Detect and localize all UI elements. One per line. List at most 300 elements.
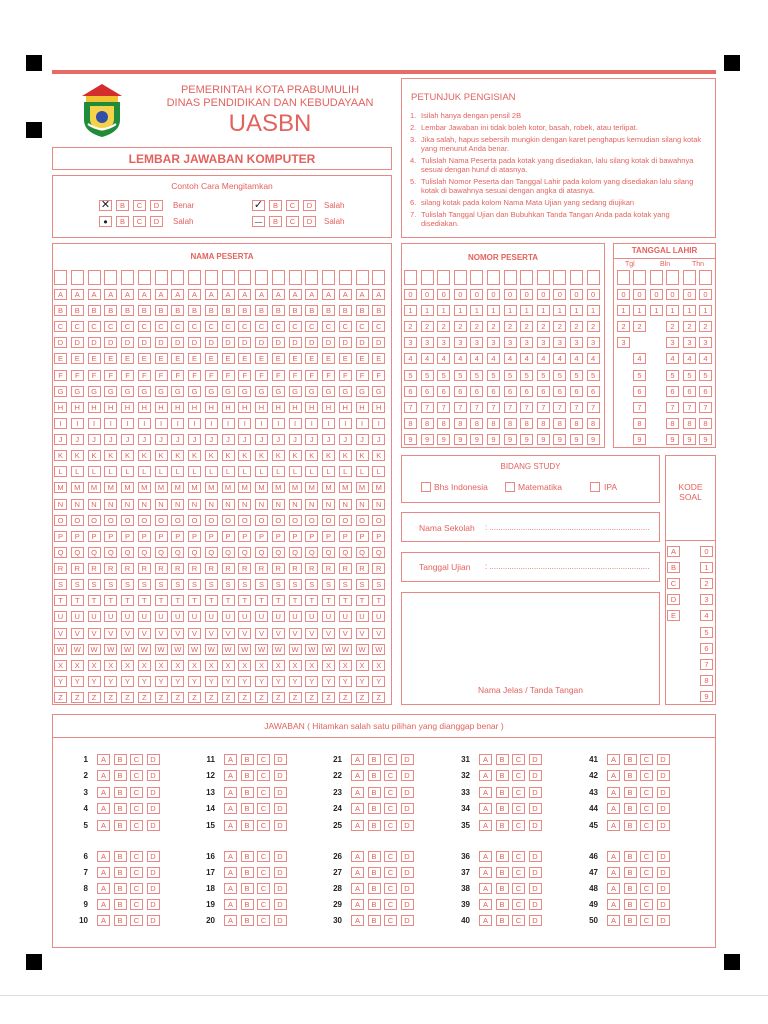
nama-bubble[interactable]: U	[289, 611, 302, 622]
nama-bubble[interactable]: P	[272, 531, 285, 542]
nama-bubble[interactable]: T	[305, 595, 318, 606]
nomor-bubble[interactable]: 3	[570, 337, 583, 348]
nama-bubble[interactable]: D	[205, 337, 218, 348]
nama-bubble[interactable]: M	[339, 482, 352, 493]
nama-bubble[interactable]: P	[289, 531, 302, 542]
nama-bubble[interactable]: K	[356, 450, 369, 461]
answer-bubble[interactable]: C	[130, 770, 143, 781]
nama-bubble[interactable]: F	[289, 370, 302, 381]
nama-bubble[interactable]: H	[238, 402, 251, 413]
nama-bubble[interactable]: T	[171, 595, 184, 606]
nomor-bubble[interactable]: 2	[454, 321, 467, 332]
nomor-bubble[interactable]: 5	[537, 370, 550, 381]
nama-bubble[interactable]: H	[121, 402, 134, 413]
answer-bubble[interactable]: A	[351, 803, 364, 814]
nama-bubble[interactable]: T	[255, 595, 268, 606]
bidang-option-checkbox[interactable]	[505, 482, 515, 492]
answer-bubble[interactable]: D	[274, 787, 287, 798]
answer-bubble[interactable]: C	[640, 787, 653, 798]
nama-bubble[interactable]: H	[138, 402, 151, 413]
nama-bubble[interactable]: O	[205, 515, 218, 526]
nomor-bubble[interactable]: 7	[454, 402, 467, 413]
answer-bubble[interactable]: A	[479, 899, 492, 910]
nama-bubble[interactable]: D	[255, 337, 268, 348]
nama-bubble[interactable]: S	[155, 579, 168, 590]
answer-bubble[interactable]: B	[624, 899, 637, 910]
tanggal-lahir-bubble[interactable]: 1	[683, 305, 696, 316]
answer-bubble[interactable]: A	[607, 770, 620, 781]
answer-bubble[interactable]: D	[147, 851, 160, 862]
nama-bubble[interactable]: G	[121, 386, 134, 397]
tanggal-lahir-bubble[interactable]: 9	[699, 434, 712, 445]
answer-bubble[interactable]: C	[257, 915, 270, 926]
tanggal-lahir-bubble[interactable]: 1	[699, 305, 712, 316]
answer-bubble[interactable]: B	[241, 787, 254, 798]
answer-bubble[interactable]: C	[640, 851, 653, 862]
nomor-bubble[interactable]: 2	[570, 321, 583, 332]
nama-bubble[interactable]: F	[54, 370, 67, 381]
nama-bubble[interactable]: F	[155, 370, 168, 381]
answer-bubble[interactable]: C	[384, 899, 397, 910]
tanggal-lahir-bubble[interactable]: 3	[683, 337, 696, 348]
nama-bubble[interactable]: Q	[205, 547, 218, 558]
nama-bubble[interactable]: U	[272, 611, 285, 622]
nama-bubble[interactable]: D	[71, 337, 84, 348]
nomor-bubble[interactable]: 7	[404, 402, 417, 413]
nomor-bubble[interactable]: 8	[587, 418, 600, 429]
nama-letter-entry-box[interactable]	[71, 270, 84, 285]
answer-bubble[interactable]: C	[384, 754, 397, 765]
nama-bubble[interactable]: C	[188, 321, 201, 332]
nama-bubble[interactable]: C	[305, 321, 318, 332]
nama-letter-entry-box[interactable]	[289, 270, 302, 285]
nama-bubble[interactable]: O	[356, 515, 369, 526]
nomor-digit-entry-box[interactable]	[504, 270, 517, 285]
nama-bubble[interactable]: V	[356, 628, 369, 639]
nama-bubble[interactable]: E	[255, 353, 268, 364]
answer-bubble[interactable]: C	[384, 867, 397, 878]
answer-bubble[interactable]: D	[657, 899, 670, 910]
nomor-bubble[interactable]: 2	[404, 321, 417, 332]
tanggal-lahir-bubble[interactable]: 0	[633, 289, 646, 300]
nama-bubble[interactable]: P	[238, 531, 251, 542]
nomor-bubble[interactable]: 5	[587, 370, 600, 381]
answer-bubble[interactable]: A	[351, 787, 364, 798]
answer-bubble[interactable]: C	[384, 915, 397, 926]
nomor-bubble[interactable]: 9	[421, 434, 434, 445]
nama-bubble[interactable]: C	[205, 321, 218, 332]
answer-bubble[interactable]: B	[241, 883, 254, 894]
answer-bubble[interactable]: C	[384, 851, 397, 862]
nama-bubble[interactable]: R	[54, 563, 67, 574]
nama-bubble[interactable]: S	[171, 579, 184, 590]
nama-bubble[interactable]: L	[356, 466, 369, 477]
nama-bubble[interactable]: C	[272, 321, 285, 332]
nomor-bubble[interactable]: 0	[487, 289, 500, 300]
nama-bubble[interactable]: W	[222, 644, 235, 655]
nama-letter-entry-box[interactable]	[138, 270, 151, 285]
answer-bubble[interactable]: B	[496, 754, 509, 765]
nama-bubble[interactable]: V	[138, 628, 151, 639]
nomor-digit-entry-box[interactable]	[587, 270, 600, 285]
answer-bubble[interactable]: A	[351, 770, 364, 781]
nomor-bubble[interactable]: 1	[454, 305, 467, 316]
kode-soal-digit-bubble[interactable]: 5	[700, 627, 713, 638]
nomor-bubble[interactable]: 4	[553, 353, 566, 364]
nama-bubble[interactable]: M	[54, 482, 67, 493]
answer-bubble[interactable]: D	[529, 915, 542, 926]
answer-bubble[interactable]: B	[624, 883, 637, 894]
nama-bubble[interactable]: H	[289, 402, 302, 413]
nama-letter-entry-box[interactable]	[356, 270, 369, 285]
nama-bubble[interactable]: P	[305, 531, 318, 542]
tanggal-lahir-entry-box[interactable]	[666, 270, 679, 285]
nama-bubble[interactable]: G	[188, 386, 201, 397]
nama-bubble[interactable]: E	[372, 353, 385, 364]
nomor-bubble[interactable]: 1	[437, 305, 450, 316]
nama-bubble[interactable]: O	[138, 515, 151, 526]
nama-bubble[interactable]: G	[138, 386, 151, 397]
nama-bubble[interactable]: W	[322, 644, 335, 655]
nama-bubble[interactable]: W	[205, 644, 218, 655]
nama-bubble[interactable]: G	[255, 386, 268, 397]
answer-bubble[interactable]: B	[368, 899, 381, 910]
answer-bubble[interactable]: B	[496, 851, 509, 862]
nama-bubble[interactable]: H	[356, 402, 369, 413]
answer-bubble[interactable]: B	[496, 787, 509, 798]
nomor-bubble[interactable]: 4	[587, 353, 600, 364]
answer-bubble[interactable]: A	[479, 883, 492, 894]
answer-bubble[interactable]: A	[479, 820, 492, 831]
nama-bubble[interactable]: F	[188, 370, 201, 381]
nama-bubble[interactable]: X	[155, 660, 168, 671]
nama-bubble[interactable]: W	[238, 644, 251, 655]
answer-bubble[interactable]: A	[351, 867, 364, 878]
nama-bubble[interactable]: U	[138, 611, 151, 622]
nama-bubble[interactable]: K	[188, 450, 201, 461]
nama-bubble[interactable]: Q	[356, 547, 369, 558]
tanggal-lahir-bubble[interactable]: 0	[699, 289, 712, 300]
nomor-bubble[interactable]: 4	[470, 353, 483, 364]
nama-bubble[interactable]: L	[272, 466, 285, 477]
tanggal-lahir-bubble[interactable]: 5	[633, 370, 646, 381]
answer-bubble[interactable]: A	[224, 899, 237, 910]
tanggal-lahir-bubble[interactable]: 3	[699, 337, 712, 348]
answer-bubble[interactable]: C	[512, 754, 525, 765]
answer-bubble[interactable]: B	[114, 899, 127, 910]
answer-bubble[interactable]: C	[130, 867, 143, 878]
nama-bubble[interactable]: Y	[305, 676, 318, 687]
nama-bubble[interactable]: L	[222, 466, 235, 477]
answer-bubble[interactable]: B	[114, 820, 127, 831]
nomor-bubble[interactable]: 7	[504, 402, 517, 413]
nama-bubble[interactable]: X	[305, 660, 318, 671]
nama-bubble[interactable]: A	[356, 289, 369, 300]
answer-bubble[interactable]: C	[257, 899, 270, 910]
nama-letter-entry-box[interactable]	[222, 270, 235, 285]
nomor-bubble[interactable]: 5	[404, 370, 417, 381]
nama-bubble[interactable]: P	[88, 531, 101, 542]
nama-bubble[interactable]: Q	[322, 547, 335, 558]
nama-bubble[interactable]: C	[104, 321, 117, 332]
nama-bubble[interactable]: O	[88, 515, 101, 526]
nama-bubble[interactable]: V	[238, 628, 251, 639]
answer-bubble[interactable]: A	[97, 820, 110, 831]
answer-bubble[interactable]: D	[274, 883, 287, 894]
nama-bubble[interactable]: E	[71, 353, 84, 364]
tanggal-lahir-bubble[interactable]: 7	[633, 402, 646, 413]
answer-bubble[interactable]: A	[97, 770, 110, 781]
answer-bubble[interactable]: D	[401, 803, 414, 814]
tanggal-lahir-bubble[interactable]: 8	[683, 418, 696, 429]
answer-bubble[interactable]: A	[607, 867, 620, 878]
nama-bubble[interactable]: J	[104, 434, 117, 445]
nama-bubble[interactable]: Y	[322, 676, 335, 687]
nama-bubble[interactable]: T	[372, 595, 385, 606]
nama-bubble[interactable]: F	[272, 370, 285, 381]
nama-bubble[interactable]: P	[322, 531, 335, 542]
nama-bubble[interactable]: D	[238, 337, 251, 348]
nama-bubble[interactable]: G	[372, 386, 385, 397]
nama-bubble[interactable]: J	[238, 434, 251, 445]
answer-bubble[interactable]: C	[512, 867, 525, 878]
nama-bubble[interactable]: B	[188, 305, 201, 316]
nomor-digit-entry-box[interactable]	[487, 270, 500, 285]
nomor-digit-entry-box[interactable]	[470, 270, 483, 285]
nama-bubble[interactable]: G	[272, 386, 285, 397]
nama-bubble[interactable]: Z	[356, 692, 369, 703]
nomor-bubble[interactable]: 6	[487, 386, 500, 397]
nama-bubble[interactable]: C	[289, 321, 302, 332]
nama-bubble[interactable]: M	[356, 482, 369, 493]
nama-bubble[interactable]: V	[171, 628, 184, 639]
nomor-bubble[interactable]: 4	[487, 353, 500, 364]
answer-bubble[interactable]: A	[607, 851, 620, 862]
answer-bubble[interactable]: D	[401, 820, 414, 831]
nomor-bubble[interactable]: 3	[421, 337, 434, 348]
tanggal-lahir-bubble[interactable]: 6	[699, 386, 712, 397]
nomor-bubble[interactable]: 6	[520, 386, 533, 397]
answer-bubble[interactable]: B	[114, 851, 127, 862]
tanggal-lahir-bubble[interactable]: 6	[666, 386, 679, 397]
nomor-bubble[interactable]: 9	[437, 434, 450, 445]
nomor-bubble[interactable]: 4	[404, 353, 417, 364]
tanggal-lahir-bubble[interactable]: 2	[617, 321, 630, 332]
nomor-bubble[interactable]: 7	[537, 402, 550, 413]
nama-bubble[interactable]: P	[121, 531, 134, 542]
nama-bubble[interactable]: T	[71, 595, 84, 606]
nama-bubble[interactable]: F	[255, 370, 268, 381]
answer-bubble[interactable]: A	[607, 820, 620, 831]
answer-bubble[interactable]: A	[224, 770, 237, 781]
nama-letter-entry-box[interactable]	[372, 270, 385, 285]
nama-bubble[interactable]: F	[356, 370, 369, 381]
nomor-bubble[interactable]: 6	[570, 386, 583, 397]
tanggal-lahir-bubble[interactable]: 9	[633, 434, 646, 445]
nama-bubble[interactable]: I	[71, 418, 84, 429]
nama-bubble[interactable]: D	[88, 337, 101, 348]
nama-bubble[interactable]: E	[155, 353, 168, 364]
nama-sekolah-field[interactable]	[401, 512, 660, 542]
answer-bubble[interactable]: C	[384, 770, 397, 781]
nama-bubble[interactable]: C	[238, 321, 251, 332]
nama-bubble[interactable]: W	[155, 644, 168, 655]
nama-bubble[interactable]: R	[155, 563, 168, 574]
answer-bubble[interactable]: D	[401, 787, 414, 798]
nomor-bubble[interactable]: 5	[504, 370, 517, 381]
nama-bubble[interactable]: R	[222, 563, 235, 574]
nama-bubble[interactable]: W	[272, 644, 285, 655]
nama-bubble[interactable]: V	[88, 628, 101, 639]
nama-bubble[interactable]: C	[356, 321, 369, 332]
nomor-bubble[interactable]: 2	[487, 321, 500, 332]
nomor-bubble[interactable]: 2	[437, 321, 450, 332]
nama-bubble[interactable]: M	[171, 482, 184, 493]
nomor-bubble[interactable]: 7	[553, 402, 566, 413]
answer-bubble[interactable]: D	[529, 754, 542, 765]
tanggal-lahir-bubble[interactable]: 1	[666, 305, 679, 316]
nomor-bubble[interactable]: 8	[404, 418, 417, 429]
answer-bubble[interactable]: B	[241, 770, 254, 781]
nama-letter-entry-box[interactable]	[255, 270, 268, 285]
answer-bubble[interactable]: B	[496, 803, 509, 814]
answer-bubble[interactable]: D	[529, 803, 542, 814]
answer-bubble[interactable]: B	[241, 754, 254, 765]
nama-letter-entry-box[interactable]	[322, 270, 335, 285]
nama-bubble[interactable]: G	[71, 386, 84, 397]
answer-bubble[interactable]: B	[114, 867, 127, 878]
answer-bubble[interactable]: A	[97, 915, 110, 926]
nama-bubble[interactable]: I	[305, 418, 318, 429]
nomor-bubble[interactable]: 6	[504, 386, 517, 397]
nama-bubble[interactable]: D	[155, 337, 168, 348]
nama-bubble[interactable]: Y	[188, 676, 201, 687]
answer-bubble[interactable]: A	[351, 883, 364, 894]
answer-bubble[interactable]: C	[257, 803, 270, 814]
nama-bubble[interactable]: I	[372, 418, 385, 429]
nama-bubble[interactable]: O	[71, 515, 84, 526]
answer-bubble[interactable]: A	[479, 754, 492, 765]
nama-bubble[interactable]: S	[138, 579, 151, 590]
nomor-bubble[interactable]: 9	[470, 434, 483, 445]
nama-bubble[interactable]: E	[205, 353, 218, 364]
nomor-bubble[interactable]: 8	[487, 418, 500, 429]
nomor-bubble[interactable]: 0	[553, 289, 566, 300]
nama-bubble[interactable]: N	[121, 499, 134, 510]
nama-bubble[interactable]: D	[305, 337, 318, 348]
tanggal-lahir-bubble[interactable]: 6	[633, 386, 646, 397]
answer-bubble[interactable]: A	[607, 754, 620, 765]
answer-bubble[interactable]: D	[274, 851, 287, 862]
answer-bubble[interactable]: A	[607, 803, 620, 814]
tanggal-lahir-bubble[interactable]: 2	[633, 321, 646, 332]
nama-bubble[interactable]: M	[155, 482, 168, 493]
nama-bubble[interactable]: B	[289, 305, 302, 316]
nama-letter-entry-box[interactable]	[155, 270, 168, 285]
nama-bubble[interactable]: W	[339, 644, 352, 655]
nama-bubble[interactable]: D	[272, 337, 285, 348]
nama-bubble[interactable]: X	[104, 660, 117, 671]
answer-bubble[interactable]: D	[274, 899, 287, 910]
nomor-bubble[interactable]: 3	[470, 337, 483, 348]
nama-bubble[interactable]: M	[71, 482, 84, 493]
nama-bubble[interactable]: M	[372, 482, 385, 493]
nama-bubble[interactable]: G	[171, 386, 184, 397]
nama-letter-entry-box[interactable]	[188, 270, 201, 285]
nama-bubble[interactable]: J	[71, 434, 84, 445]
nama-bubble[interactable]: S	[372, 579, 385, 590]
nama-letter-entry-box[interactable]	[339, 270, 352, 285]
answer-bubble[interactable]: C	[512, 787, 525, 798]
nomor-bubble[interactable]: 4	[437, 353, 450, 364]
nama-bubble[interactable]: A	[255, 289, 268, 300]
nama-bubble[interactable]: K	[54, 450, 67, 461]
answer-bubble[interactable]: D	[147, 803, 160, 814]
nama-bubble[interactable]: R	[272, 563, 285, 574]
answer-bubble[interactable]: B	[114, 883, 127, 894]
answer-bubble[interactable]: B	[241, 851, 254, 862]
nama-bubble[interactable]: F	[339, 370, 352, 381]
nama-bubble[interactable]: U	[54, 611, 67, 622]
answer-bubble[interactable]: B	[368, 867, 381, 878]
nama-bubble[interactable]: T	[238, 595, 251, 606]
nomor-bubble[interactable]: 3	[404, 337, 417, 348]
nomor-bubble[interactable]: 4	[421, 353, 434, 364]
nama-bubble[interactable]: N	[188, 499, 201, 510]
nama-bubble[interactable]: C	[71, 321, 84, 332]
nama-letter-entry-box[interactable]	[305, 270, 318, 285]
nama-bubble[interactable]: L	[339, 466, 352, 477]
nama-bubble[interactable]: V	[71, 628, 84, 639]
nama-bubble[interactable]: B	[155, 305, 168, 316]
nomor-bubble[interactable]: 9	[504, 434, 517, 445]
nama-bubble[interactable]: B	[322, 305, 335, 316]
nama-bubble[interactable]: I	[121, 418, 134, 429]
answer-bubble[interactable]: B	[624, 803, 637, 814]
nama-bubble[interactable]: G	[54, 386, 67, 397]
nama-bubble[interactable]: I	[356, 418, 369, 429]
nama-bubble[interactable]: O	[372, 515, 385, 526]
nama-bubble[interactable]: Y	[138, 676, 151, 687]
nama-bubble[interactable]: P	[339, 531, 352, 542]
nama-bubble[interactable]: N	[339, 499, 352, 510]
nama-bubble[interactable]: Y	[54, 676, 67, 687]
nama-bubble[interactable]: Z	[238, 692, 251, 703]
nama-bubble[interactable]: I	[222, 418, 235, 429]
nama-bubble[interactable]: E	[356, 353, 369, 364]
nama-bubble[interactable]: Y	[272, 676, 285, 687]
nomor-bubble[interactable]: 3	[520, 337, 533, 348]
nama-bubble[interactable]: X	[171, 660, 184, 671]
nama-bubble[interactable]: M	[272, 482, 285, 493]
nomor-bubble[interactable]: 0	[437, 289, 450, 300]
nama-letter-entry-box[interactable]	[121, 270, 134, 285]
nama-bubble[interactable]: Y	[205, 676, 218, 687]
answer-bubble[interactable]: A	[351, 820, 364, 831]
nama-bubble[interactable]: A	[121, 289, 134, 300]
nama-bubble[interactable]: S	[289, 579, 302, 590]
answer-bubble[interactable]: B	[114, 770, 127, 781]
kode-soal-digit-bubble[interactable]: 7	[700, 659, 713, 670]
nama-bubble[interactable]: K	[289, 450, 302, 461]
answer-bubble[interactable]: C	[512, 883, 525, 894]
answer-bubble[interactable]: D	[401, 754, 414, 765]
answer-bubble[interactable]: A	[479, 851, 492, 862]
nama-bubble[interactable]: N	[322, 499, 335, 510]
nama-bubble[interactable]: H	[372, 402, 385, 413]
nama-bubble[interactable]: G	[289, 386, 302, 397]
nama-bubble[interactable]: B	[356, 305, 369, 316]
